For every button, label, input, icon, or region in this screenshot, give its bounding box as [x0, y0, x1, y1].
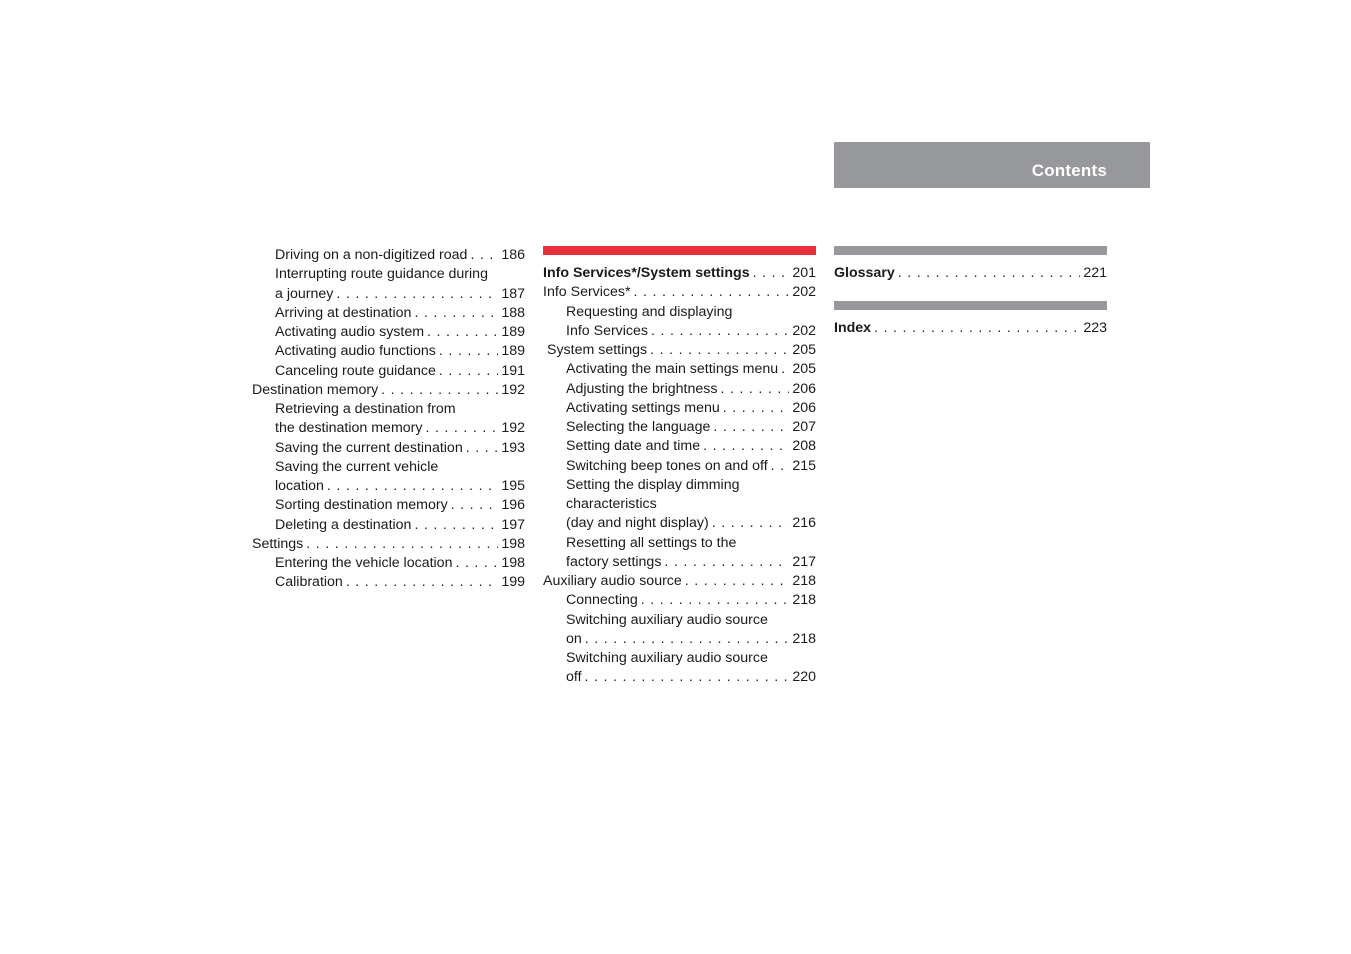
dot-leader — [439, 362, 498, 381]
toc-entry-text: a journey — [275, 285, 334, 302]
toc-entry-page: 198 — [501, 555, 525, 571]
toc-entry[interactable] — [543, 437, 816, 456]
toc-entry-page: 207 — [792, 419, 816, 435]
toc-entry — [252, 265, 525, 284]
toc-entry-page: 218 — [792, 592, 816, 609]
toc-entry-page: 223 — [1083, 320, 1107, 337]
toc-entry-page: 215 — [792, 457, 816, 474]
toc-entry-page: 196 — [501, 497, 525, 514]
dot-leader — [439, 342, 498, 361]
toc-entry[interactable] — [543, 264, 816, 283]
dot-leader — [723, 399, 790, 418]
toc-entry-page: 217 — [792, 553, 816, 570]
section-bar-index — [834, 301, 1107, 310]
toc-entry-page: 205 — [792, 361, 816, 378]
dot-leader — [336, 285, 498, 304]
section-bar-glossary — [834, 246, 1107, 255]
toc-entry-page: 221 — [1083, 265, 1107, 281]
toc-entry-text: Switching beep tones on and off — [566, 457, 768, 474]
dot-leader — [306, 535, 498, 554]
toc-entry — [543, 476, 816, 495]
toc-entry — [543, 611, 816, 630]
toc-entry-index[interactable] — [834, 319, 1107, 338]
dot-leader — [346, 573, 499, 592]
toc-entry — [252, 458, 525, 477]
toc-entry-text: Arriving at destination — [275, 304, 412, 321]
toc-entry-text: Canceling route guidance — [275, 362, 436, 379]
toc-entry — [252, 400, 525, 419]
toc-entry-text: Adjusting the brightness — [566, 380, 718, 397]
dot-leader — [753, 264, 790, 283]
toc-entry-text: Resetting all settings to the — [566, 534, 737, 551]
toc-entry-page: 218 — [792, 630, 816, 647]
toc-entry[interactable] — [543, 418, 816, 437]
toc-entry-text: off — [566, 669, 582, 686]
toc-entry — [543, 303, 816, 322]
toc-entry[interactable] — [252, 439, 525, 458]
toc-entry[interactable] — [252, 285, 525, 304]
toc-entry-text: the destination memory — [275, 420, 423, 437]
dot-leader — [713, 418, 789, 437]
dot-leader — [470, 246, 498, 265]
toc-entry-text: Info Services* — [543, 284, 631, 301]
dot-leader — [685, 572, 790, 591]
toc-entry-page: 220 — [792, 669, 816, 686]
toc-entry-text: Saving the current destination — [275, 439, 463, 456]
toc-entry[interactable] — [252, 477, 525, 496]
toc-entry-text: Settings — [252, 535, 304, 552]
dot-leader — [664, 553, 789, 572]
toc-entry[interactable] — [543, 283, 816, 302]
toc-entry[interactable] — [252, 516, 525, 535]
toc-entry-page: 192 — [501, 381, 525, 398]
toc-entry-page: 186 — [501, 247, 525, 263]
dot-leader — [585, 668, 790, 687]
toc-entry-page: 205 — [792, 342, 816, 358]
dot-leader — [703, 437, 789, 456]
toc-entry-text: Glossary — [834, 265, 895, 281]
toc-entry[interactable] — [252, 573, 525, 592]
toc-entry[interactable] — [543, 572, 816, 591]
toc-entry-page: 195 — [501, 478, 525, 494]
toc-entry-text: Requesting and displaying — [566, 303, 733, 320]
toc-entry-page: 198 — [501, 535, 525, 552]
toc-column-3 — [834, 246, 1107, 339]
toc-entry-text: Sorting destination memory — [275, 497, 448, 514]
toc-entry[interactable] — [543, 341, 816, 360]
toc-entry — [543, 495, 816, 514]
dot-leader — [720, 380, 789, 399]
toc-entry[interactable] — [252, 554, 525, 573]
toc-entry-text: location — [275, 478, 324, 494]
toc-entry[interactable] — [543, 668, 816, 687]
toc-entry[interactable] — [543, 591, 816, 610]
toc-entry-text: Info Services — [566, 322, 649, 339]
toc-entry[interactable] — [252, 342, 525, 361]
toc-entry-page: 192 — [501, 420, 525, 437]
toc-entry-text: Index — [834, 320, 872, 337]
toc-entry-text: Info Services*/System settings — [543, 265, 750, 281]
toc-entry-page: 199 — [501, 574, 525, 591]
toc-entry-text: (day and night display) — [566, 515, 709, 532]
toc-entry[interactable] — [543, 360, 816, 379]
toc-entry-text: Destination memory — [252, 381, 379, 398]
toc-entry-page: 202 — [792, 284, 816, 301]
toc-entry-glossary[interactable] — [834, 264, 1107, 283]
toc-entry-text: Selecting the language — [566, 419, 711, 435]
toc-entry — [543, 649, 816, 668]
toc-entry[interactable] — [543, 322, 816, 341]
toc-entry-page: 189 — [501, 343, 525, 360]
toc-entry[interactable] — [252, 496, 525, 515]
dot-leader — [455, 554, 498, 573]
toc-entry-page: 189 — [501, 324, 525, 340]
section-title: Contents — [1031, 161, 1107, 180]
dot-leader — [650, 341, 789, 360]
toc-entry[interactable] — [543, 630, 816, 649]
toc-entry-text: Activating audio functions — [275, 343, 436, 360]
dot-leader — [898, 264, 1081, 283]
toc-entry-text: System settings — [547, 342, 648, 358]
toc-entry-text: Activating the main settings menu — [566, 361, 779, 378]
toc-entry[interactable] — [543, 457, 816, 476]
toc-entry[interactable] — [252, 419, 525, 438]
dot-leader — [641, 591, 790, 610]
toc-entry-page: 202 — [792, 322, 816, 339]
toc-entry-page: 201 — [792, 265, 816, 281]
dot-leader — [712, 514, 790, 533]
toc-entry[interactable] — [252, 246, 525, 265]
toc-entry[interactable] — [252, 323, 525, 342]
toc-entry-text: characteristics — [566, 496, 657, 512]
toc-entry-page: 216 — [792, 515, 816, 532]
dot-leader — [651, 322, 789, 341]
section-bar-red — [543, 246, 816, 255]
toc-entry-page: 193 — [501, 439, 525, 456]
dot-leader — [414, 304, 498, 323]
toc-entry[interactable] — [543, 514, 816, 533]
toc-entry-text: Setting the display dimming — [566, 476, 740, 493]
toc-entry-page: 188 — [501, 304, 525, 321]
dot-leader — [874, 319, 1080, 338]
toc-entry[interactable] — [252, 535, 525, 554]
toc-entry-text: Auxiliary audio source — [543, 573, 682, 589]
dot-leader — [381, 381, 498, 400]
toc-entry-page: 187 — [501, 285, 525, 302]
dot-leader — [414, 516, 498, 535]
toc-entry-page: 197 — [501, 516, 525, 533]
toc-entry[interactable] — [252, 362, 525, 381]
toc-entry-text: on — [566, 630, 582, 647]
dot-leader — [451, 496, 499, 515]
toc-entry-page: 218 — [792, 573, 816, 589]
toc-entry-text: Entering the vehicle location — [275, 555, 453, 571]
toc-entry-page: 208 — [792, 438, 816, 455]
toc-entry-text: Saving the current vehicle — [275, 458, 439, 475]
toc-entry[interactable] — [543, 380, 816, 399]
toc-entry-page: 206 — [792, 399, 816, 416]
dot-leader — [327, 477, 498, 496]
toc-entry-text: Deleting a destination — [275, 516, 412, 533]
dot-leader — [427, 323, 498, 342]
toc-column-1 — [252, 246, 525, 593]
toc-entry[interactable] — [252, 304, 525, 323]
dot-leader — [425, 419, 498, 438]
toc-entry-text: Switching auxiliary audio source — [566, 650, 768, 666]
dot-leader — [781, 360, 789, 379]
dot-leader — [585, 630, 790, 649]
toc-entry — [543, 534, 816, 553]
toc-entry-text: factory settings — [566, 553, 662, 570]
toc-entry-text: Switching auxiliary audio source — [566, 611, 768, 628]
toc-entry-text: Connecting — [566, 592, 638, 609]
toc-entry-text: Activating audio system — [275, 324, 425, 340]
toc-entry-page: 191 — [501, 362, 525, 379]
toc-column-2 — [543, 246, 816, 688]
toc-entry[interactable] — [543, 399, 816, 418]
toc-entry-page: 206 — [792, 380, 816, 397]
toc-entry[interactable] — [252, 381, 525, 400]
dot-leader — [466, 439, 499, 458]
toc-entry-text: Setting date and time — [566, 438, 701, 455]
toc-entry[interactable] — [543, 553, 816, 572]
section-tab — [834, 142, 1150, 188]
toc-entry-text: Activating settings menu — [566, 399, 720, 416]
toc-entry-text: Calibration — [275, 574, 343, 591]
dot-leader — [634, 283, 790, 302]
toc-entry-text: Interrupting route guidance during — [275, 266, 488, 283]
dot-leader — [771, 457, 790, 476]
toc-entry-text: Retrieving a destination from — [275, 401, 456, 417]
toc-entry-text: Driving on a non-digitized road — [275, 247, 468, 263]
